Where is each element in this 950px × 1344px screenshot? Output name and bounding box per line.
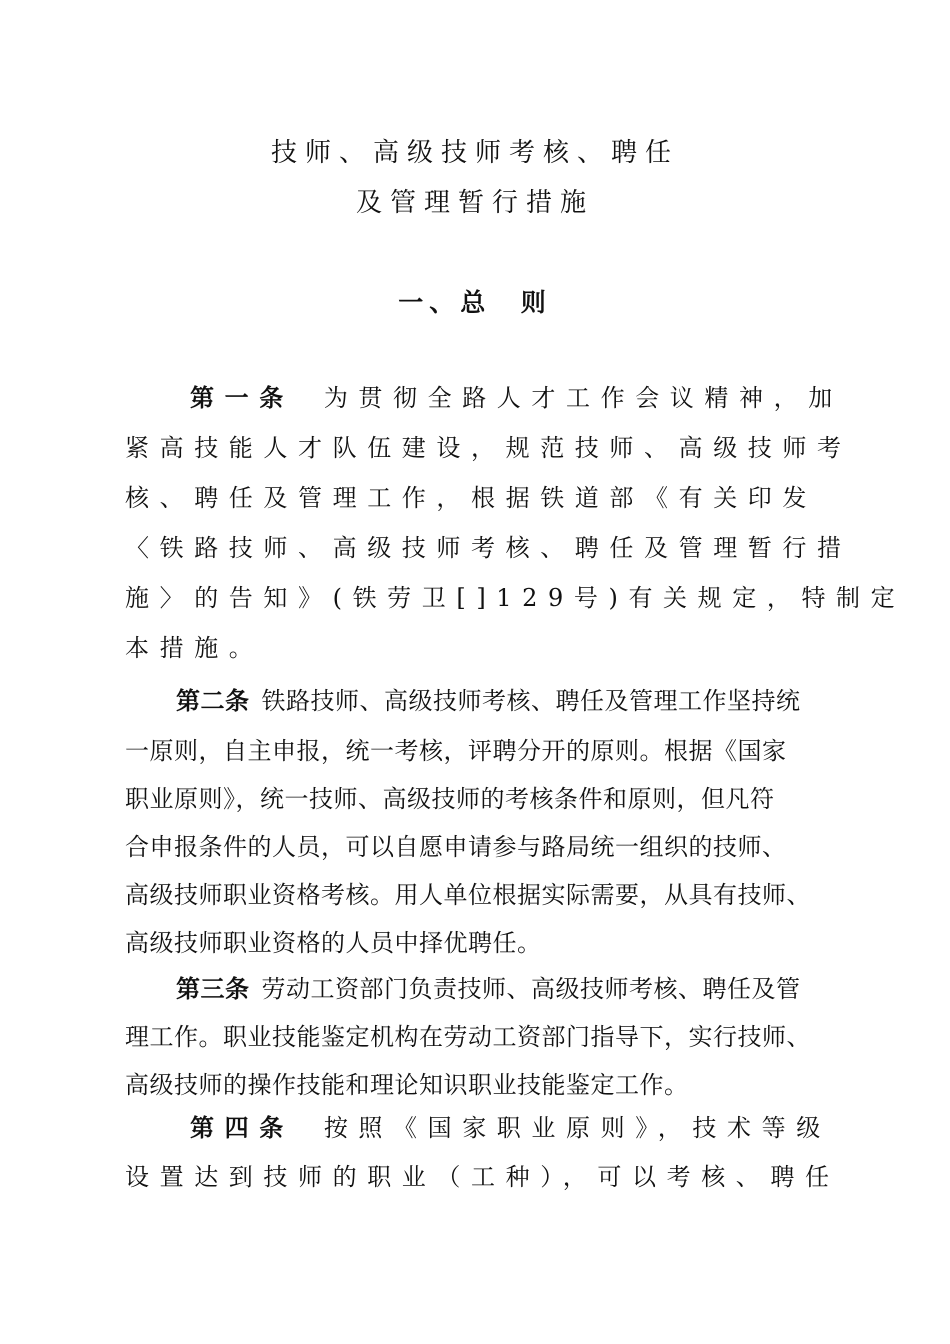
article-1-label: 第一条 [190, 383, 294, 412]
article-2-text: 铁路技师、高级技师考核、聘任及管理工作坚持统 [261, 687, 801, 715]
article-4-first-line [190, 1113, 910, 1143]
article-3-label: 第三条 [176, 974, 250, 1003]
document-title-line-1: 技师、高级技师考核、聘任 [270, 138, 679, 168]
article-2-label: 第二条 [176, 686, 250, 715]
article-2-first-line [176, 686, 896, 716]
article-1-line: 核、聘任及管理工作，根据铁道部《有关印发 [125, 484, 817, 512]
article-1-line: 〈铁路技师、高级技师考核、聘任及管理暂行措 [125, 534, 852, 562]
article-3-first-line [176, 974, 896, 1004]
article-2-line: 职业原则》，统一技师、高级技师的考核条件和原则，但凡符 [125, 785, 775, 813]
article-1-line: 本措施。 [125, 634, 264, 662]
article-3-line: 高级技师的操作技能和理论知识职业技能鉴定工作。 [125, 1071, 689, 1099]
article-2-line: 高级技师职业资格的人员中择优聘任。 [125, 929, 542, 957]
article-1-line: 施〉的告知》(铁劳卫[]129号)有关规定，特制定 [125, 584, 906, 612]
article-2-line: 高级技师职业资格考核。用人单位根据实际需要，从具有技师、 [125, 881, 811, 909]
section-heading-general: 一、总 则 [398, 288, 552, 317]
article-1-line: 紧高技能人才队伍建设，规范技师、高级技师考 [125, 434, 852, 462]
article-1-text: 为贯彻全路人才工作会议精神，加 [323, 384, 843, 412]
article-3-text: 劳动工资部门负责技师、高级技师考核、聘任及管 [261, 975, 801, 1003]
article-2-line: 合申报条件的人员，可以自愿申请参与路局统一组织的技师、 [125, 833, 787, 861]
article-4-label: 第四条 [190, 1113, 294, 1142]
article-3-line: 理工作。职业技能鉴定机构在劳动工资部门指导下，实行技师、 [125, 1023, 811, 1051]
article-4-line: 设置达到技师的职业（工种），可以考核、聘任 [125, 1163, 840, 1191]
article-1-first-line [190, 383, 910, 413]
article-4-text: 按照《国家职业原则》，技术等级 [323, 1114, 831, 1142]
article-2-line: 一原则，自主申报，统一考核，评聘分开的原则。根据《国家 [125, 737, 787, 765]
document-title-line-2: 及管理暂行措施 [355, 188, 594, 218]
